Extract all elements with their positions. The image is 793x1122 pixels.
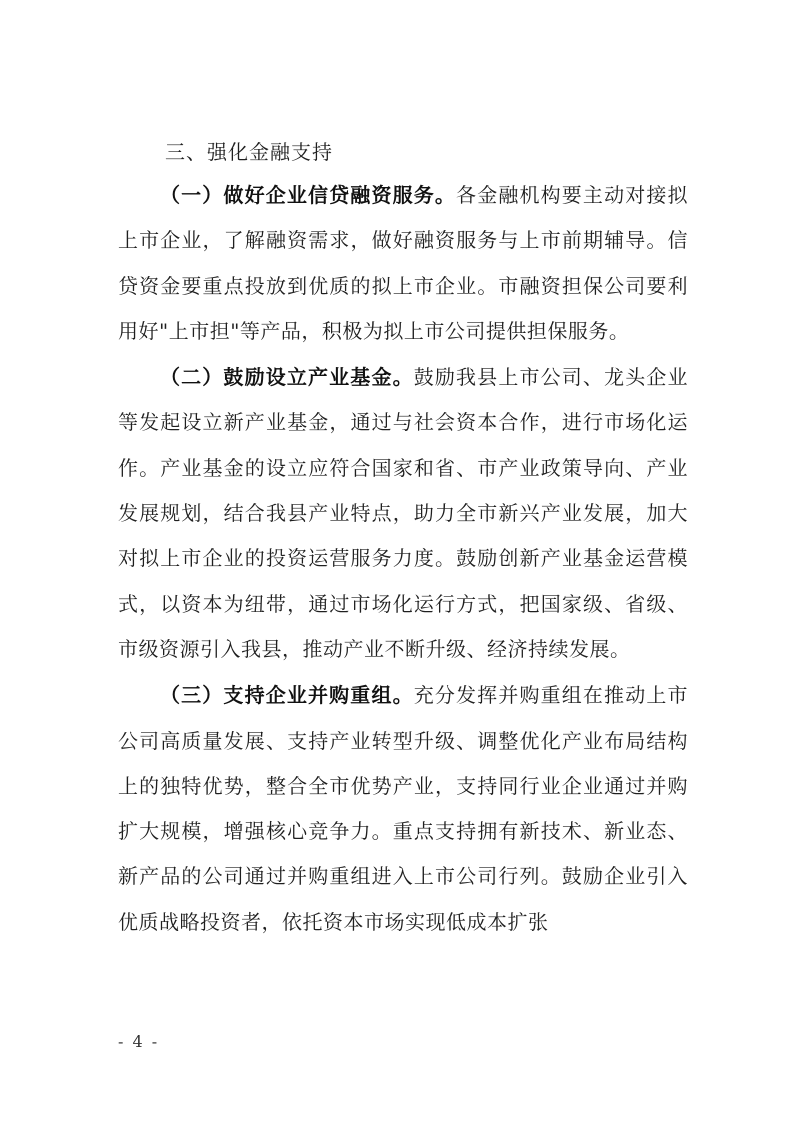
page-number: - 4 -	[118, 1032, 160, 1051]
paragraph-body: 鼓励我县上市公司、龙头企业等发起设立新产业基金，通过与社会资本合作，进行市场化运作。产业基金的设立应符合国家和省、市产业政策导向、产业发展规划，结合我县产业特点，助力全市新兴产业发展，加大对拟上市企业的投资运营服务力度。鼓励创新产业基金运营模式，以资本为纽带，通过市场化运行方式，把国家级、省级、市级资源引入我县，推动产业不断升级、经济持续发展。	[118, 365, 688, 661]
paragraph-mergers-acquisitions	[118, 673, 688, 945]
paragraph-title: （二）鼓励设立产业基金。	[160, 365, 414, 390]
paragraph-credit-financing	[118, 173, 688, 354]
section-heading: 三、强化金融支持	[165, 140, 333, 164]
document-body	[118, 131, 688, 945]
paragraph-body: 各金融机构要主动对接拟上市企业，了解融资需求，做好融资服务与上市前期辅导。信贷资金要重点投放到优质的拟上市企业。市融资担保公司要利用好"上市担"等产品，积极为拟上市公司提供担保服务。	[118, 183, 689, 343]
paragraph-industry-fund	[118, 355, 688, 672]
paragraph-title: （三）支持企业并购重组。	[160, 683, 414, 708]
paragraph-title: （一）做好企业信贷融资服务。	[160, 183, 457, 207]
paragraph-body: 充分发挥并购重组在推动上市公司高质量发展、支持产业转型升级、调整优化产业布局结构上的独特优势，整合全市优势产业，支持同行业企业通过并购扩大规模，增强核心竞争力。重点支持拥有新技术、新业态、新产品的公司通过并购重组进入上市公司行列。鼓励企业引入优质战略投资者，依托资本市场实现低成本扩张	[118, 683, 688, 934]
